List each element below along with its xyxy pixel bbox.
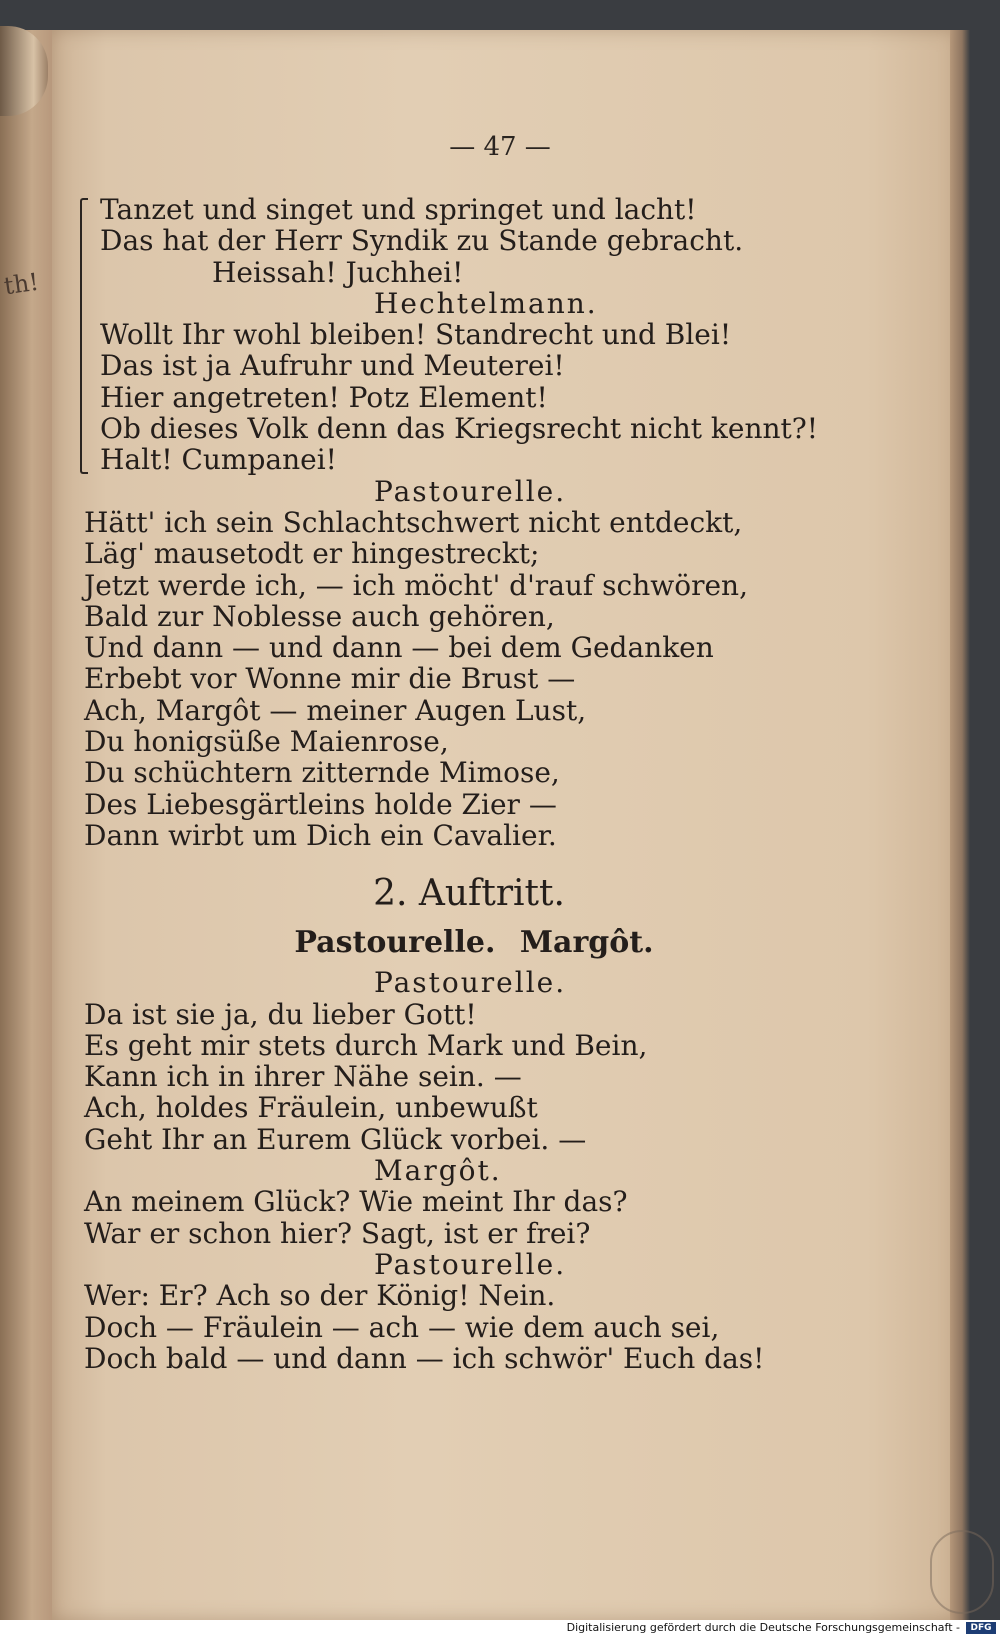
verse-line: Du schüchtern zitternde Mimose, — [84, 756, 560, 790]
verse-line: Erbebt vor Wonne mir die Brust — — [84, 662, 576, 696]
verse-line: Ach, holdes Fräulein, unbewußt — [84, 1091, 538, 1125]
verse-line: Es geht mir stets durch Mark und Bein, — [84, 1028, 648, 1062]
speaker-name: Pastourelle. — [374, 474, 567, 508]
text-part-1 — [84, 194, 904, 851]
speaker-name: Pastourelle. — [374, 966, 567, 1000]
verse-line: Das ist ja Aufruhr und Meuterei! — [100, 349, 565, 383]
verse-line: Da ist sie ja, du lieber Gott! — [84, 997, 477, 1031]
verse-line: Halt! Cumpanei! — [100, 443, 337, 477]
fold-mark — [930, 1530, 994, 1614]
verse-line: Heissah! Juchhei! — [212, 255, 464, 289]
text-part-2 — [84, 967, 904, 1374]
footer-credit: Digitalisierung gefördert durch die Deutsche Forschungsgemeinschaft - — [566, 1621, 960, 1634]
page-number: — 47 — — [449, 132, 551, 162]
verse-line: Hier angetreten! Potz Element! — [100, 380, 548, 414]
footer-bar — [0, 1620, 1000, 1636]
speaker-name: Hechtelmann. — [374, 286, 598, 320]
verse-line: Jetzt werde ich, — ich möcht' d'rauf schwören, — [84, 568, 748, 602]
verse-line: Und dann — und dann — bei dem Gedanken — [84, 631, 714, 665]
verse-line: Hätt' ich sein Schlachtschwert nicht entdeckt, — [84, 505, 743, 539]
verse-line: Bald zur Noblesse auch gehören, — [84, 599, 555, 633]
verse-line: Wollt Ihr wohl bleiben! Standrecht und Blei! — [100, 318, 732, 352]
verse-line: An meinem Glück? Wie meint Ihr das? — [84, 1185, 628, 1219]
verse-line: Doch — Fräulein — ach — wie dem auch sei, — [84, 1310, 720, 1344]
verse-line: Geht Ihr an Eurem Glück vorbei. — — [84, 1122, 587, 1156]
verse-line: Ob dieses Volk denn das Kriegsrecht nicht kennt?! — [100, 412, 819, 446]
verse-line: Läg' mausetodt er hingestreckt; — [84, 537, 540, 571]
scene-title: 2. Auftritt. — [373, 873, 565, 915]
scene-persons: Pastourelle. Margôt. — [294, 925, 654, 961]
page-text — [84, 194, 904, 1374]
dfg-logo: DFG — [966, 1622, 996, 1634]
verse-line: Tanzet und singet und springet und lacht! — [100, 193, 697, 226]
verse-line: Kann ich in ihrer Nähe sein. — — [84, 1060, 522, 1094]
verse-line: War er schon hier? Sagt, ist er frei? — [84, 1216, 591, 1250]
verse-line: Du honigsüße Maienrose, — [84, 725, 449, 759]
verse-line: Das hat der Herr Syndik zu Stande gebracht. — [100, 224, 744, 258]
verse-line: Des Liebesgärtleins holde Zier — — [84, 787, 557, 821]
speaker-name: Pastourelle. — [374, 1247, 567, 1281]
verse-line: Dann wirbt um Dich ein Cavalier. — [84, 818, 557, 852]
speaker-name: Margôt. — [374, 1154, 502, 1188]
previous-page-fragment: th! — [2, 267, 41, 301]
verse-line: Wer: Er? Ach so der König! Nein. — [84, 1279, 556, 1313]
verse-line: Ach, Margôt — meiner Augen Lust, — [84, 693, 587, 727]
verse-line: Doch bald — und dann — ich schwör' Euch das! — [84, 1341, 765, 1375]
page-right-edge — [950, 30, 970, 1620]
